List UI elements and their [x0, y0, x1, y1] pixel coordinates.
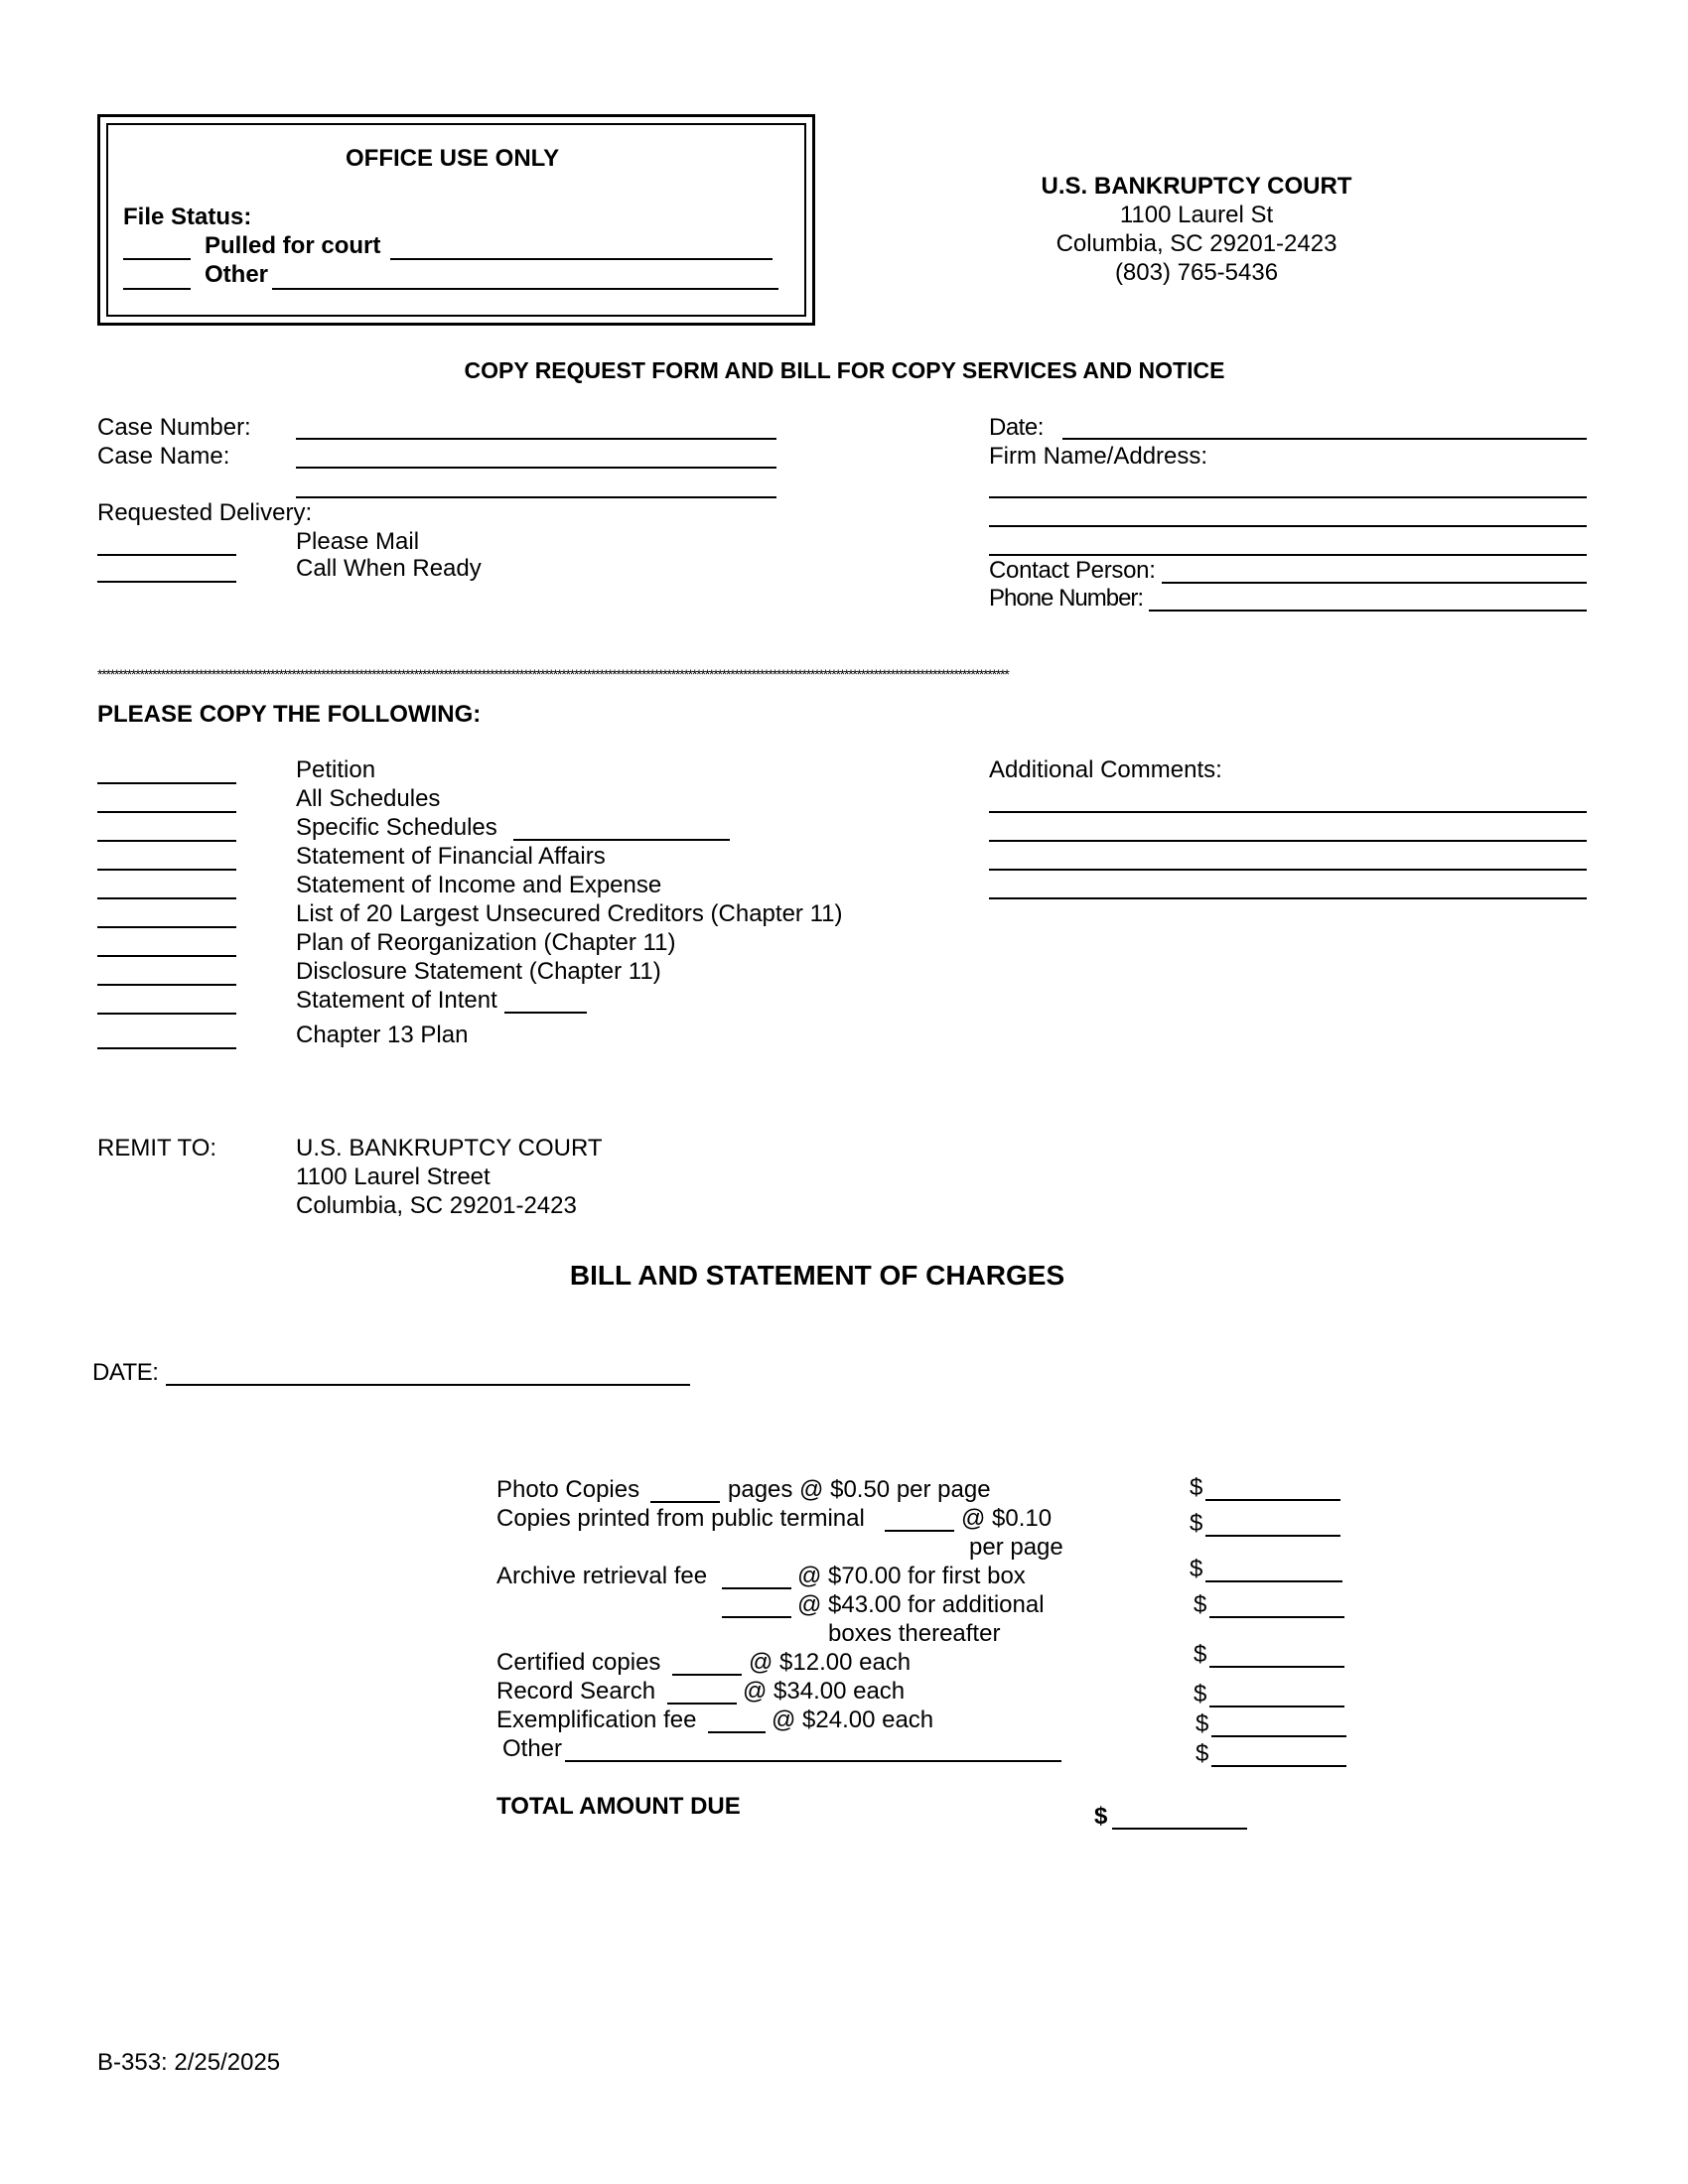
please-mail-label: Please Mail [296, 528, 420, 555]
copy-heading: PLEASE COPY THE FOLLOWING: [97, 701, 482, 728]
copy-check-1[interactable] [97, 782, 236, 784]
terminal-rate-unit: per page [969, 1534, 1063, 1561]
other-status-label: Other [205, 261, 269, 288]
specific-schedules-input[interactable] [513, 839, 730, 841]
case-name-label: Case Name: [97, 443, 230, 470]
archive-additional-rate: @ $43.00 for additional [797, 1591, 1045, 1618]
bill-other-label: Other [502, 1735, 563, 1762]
copy-item: Specific Schedules [296, 814, 497, 841]
copy-check-9[interactable] [97, 1013, 236, 1015]
copy-item: Statement of Financial Affairs [296, 843, 606, 870]
phone-input[interactable] [1149, 610, 1587, 612]
copy-check-5[interactable] [97, 897, 236, 899]
total-label: TOTAL AMOUNT DUE [496, 1793, 741, 1820]
dollar-sign: $ [1190, 1510, 1203, 1537]
copy-item: Chapter 13 Plan [296, 1022, 469, 1048]
court-name: U.S. BANKRUPTCY COURT [1041, 173, 1352, 200]
bill-other-input[interactable] [565, 1760, 1061, 1762]
firm-input-1[interactable] [989, 496, 1587, 498]
copy-check-6[interactable] [97, 926, 236, 928]
date-input[interactable] [1062, 438, 1587, 440]
requested-delivery-label: Requested Delivery: [97, 499, 313, 526]
bill-title: BILL AND STATEMENT OF CHARGES [569, 1260, 1065, 1291]
case-number-label: Case Number: [97, 414, 251, 441]
copy-check-8[interactable] [97, 984, 236, 986]
bill-other-amount[interactable] [1211, 1765, 1346, 1767]
phone-label: Phone Number: [989, 585, 1144, 612]
copy-check-10[interactable] [97, 1047, 236, 1049]
terminal-amount[interactable] [1205, 1535, 1340, 1537]
exemplification-input[interactable] [708, 1731, 766, 1733]
statement-of-intent-input[interactable] [504, 1012, 587, 1014]
copy-item: All Schedules [296, 785, 441, 812]
record-search-amount[interactable] [1209, 1706, 1344, 1707]
photo-copies-amount[interactable] [1205, 1499, 1340, 1501]
copy-item: List of 20 Largest Unsecured Creditors (Chapter 11) [296, 900, 843, 927]
other-status-line[interactable] [272, 288, 778, 290]
dollar-sign: $ [1194, 1591, 1207, 1618]
archive-first-input[interactable] [722, 1587, 791, 1589]
court-phone: (803) 765-5436 [1114, 259, 1279, 286]
court-city: Columbia, SC 29201-2423 [1055, 230, 1337, 257]
copy-check-7[interactable] [97, 955, 236, 957]
remit-city: Columbia, SC 29201-2423 [296, 1192, 577, 1219]
dollar-sign: $ [1194, 1641, 1207, 1668]
copy-item: Plan of Reorganization (Chapter 11) [296, 929, 676, 956]
form-title: COPY REQUEST FORM AND BILL FOR COPY SERVICES AND NOTICE [464, 357, 1225, 383]
office-use-title: OFFICE USE ONLY [346, 145, 560, 172]
file-status-label: File Status: [123, 204, 252, 230]
court-street: 1100 Laurel St [1119, 202, 1274, 228]
exemplification-amount[interactable] [1211, 1735, 1346, 1737]
comments-input-4[interactable] [989, 897, 1587, 899]
photo-copies-label: Photo Copies [496, 1476, 640, 1503]
terminal-label: Copies printed from public terminal [496, 1505, 865, 1532]
comments-input-3[interactable] [989, 869, 1587, 871]
archive-first-rate: @ $70.00 for first box [797, 1563, 1026, 1589]
photo-copies-input[interactable] [650, 1501, 720, 1503]
contact-label: Contact Person: [989, 557, 1156, 584]
comments-input-2[interactable] [989, 840, 1587, 842]
dollar-sign: $ [1194, 1681, 1207, 1707]
archive-label: Archive retrieval fee [496, 1563, 708, 1589]
archive-additional-unit: boxes thereafter [828, 1620, 1001, 1647]
copy-check-3[interactable] [97, 840, 236, 842]
archive-first-amount[interactable] [1205, 1580, 1342, 1582]
case-number-input[interactable] [296, 438, 776, 440]
copy-item: Petition [296, 756, 376, 783]
certified-label: Certified copies [496, 1649, 661, 1676]
case-name-input-2[interactable] [296, 496, 776, 498]
firm-input-2[interactable] [989, 525, 1587, 527]
please-mail-check[interactable] [97, 554, 236, 556]
remit-name: U.S. BANKRUPTCY COURT [296, 1135, 603, 1161]
dollar-sign: $ [1196, 1710, 1209, 1737]
remit-street: 1100 Laurel Street [296, 1163, 491, 1190]
record-search-rate: @ $34.00 each [743, 1678, 906, 1705]
terminal-rate: @ $0.10 [961, 1505, 1053, 1532]
certified-amount[interactable] [1209, 1666, 1344, 1668]
pulled-for-court-line[interactable] [390, 258, 773, 260]
pulled-for-court-label: Pulled for court [205, 232, 381, 259]
dollar-sign: $ [1190, 1556, 1203, 1582]
copy-item: Disclosure Statement (Chapter 11) [296, 958, 661, 985]
copy-check-4[interactable] [97, 869, 236, 871]
total-amount[interactable] [1112, 1828, 1247, 1830]
total-dollar-sign: $ [1094, 1803, 1108, 1830]
pulled-for-court-check[interactable] [123, 258, 191, 260]
terminal-input[interactable] [885, 1530, 954, 1532]
copy-item: Statement of Income and Expense [296, 872, 662, 898]
dollar-sign: $ [1196, 1740, 1209, 1767]
copy-check-2[interactable] [97, 811, 236, 813]
comments-input-1[interactable] [989, 811, 1587, 813]
photo-copies-rate: pages @ $0.50 per page [728, 1476, 991, 1503]
archive-additional-amount[interactable] [1209, 1616, 1344, 1618]
call-when-ready-check[interactable] [97, 581, 236, 583]
record-search-label: Record Search [496, 1678, 656, 1705]
exemplification-label: Exemplification fee [496, 1706, 697, 1733]
certified-input[interactable] [672, 1674, 742, 1676]
bill-date-input[interactable] [166, 1384, 690, 1386]
contact-input[interactable] [1162, 582, 1587, 584]
case-name-input[interactable] [296, 467, 776, 469]
dollar-sign: $ [1190, 1474, 1203, 1501]
call-when-ready-label: Call When Ready [296, 555, 482, 582]
additional-comments-label: Additional Comments: [989, 756, 1222, 783]
other-status-check[interactable] [123, 288, 191, 290]
star-separator: ************************************************************************************************************************************************************************************************************************ [97, 667, 1009, 681]
certified-rate: @ $12.00 each [749, 1649, 912, 1676]
remit-label: REMIT TO: [97, 1135, 217, 1161]
firm-label: Firm Name/Address: [989, 443, 1208, 470]
bill-date-label: DATE: [92, 1359, 159, 1386]
record-search-input[interactable] [667, 1703, 737, 1705]
copy-item: Statement of Intent [296, 987, 497, 1014]
form-number: B-353: 2/25/2025 [97, 2049, 281, 2076]
date-label: Date: [989, 414, 1044, 441]
exemplification-rate: @ $24.00 each [772, 1706, 934, 1733]
archive-additional-input[interactable] [722, 1616, 791, 1618]
